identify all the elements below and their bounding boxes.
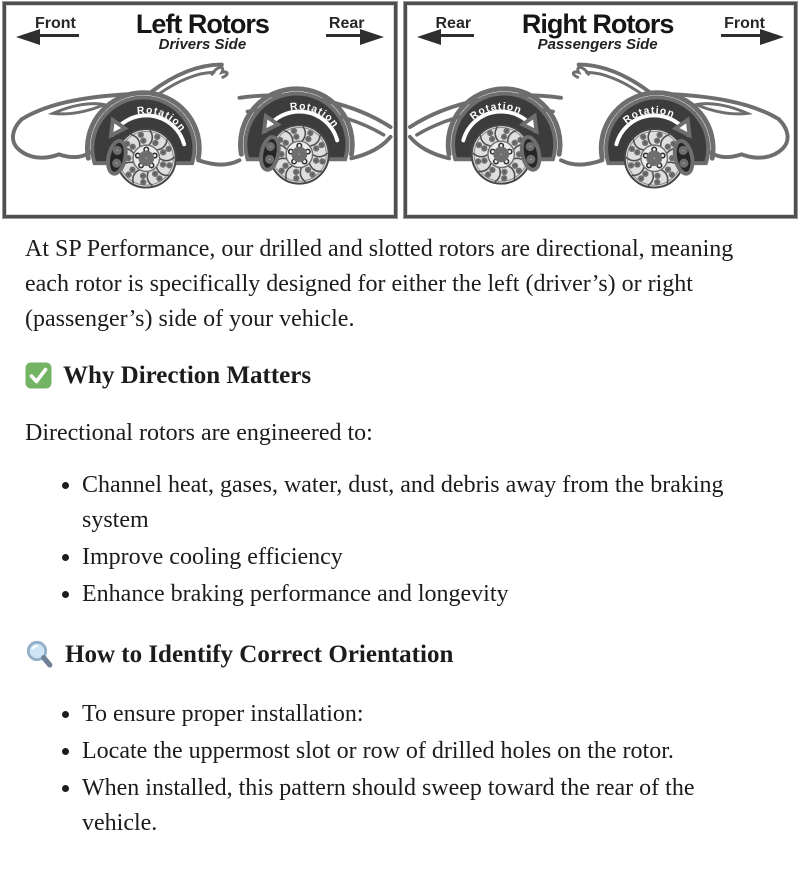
rear-direction-label xyxy=(417,12,475,37)
list-item: • When installed, this pattern should sweep toward the rear of the vehicle. xyxy=(82,771,770,841)
orientation-list xyxy=(25,697,770,841)
rear-label: Rear xyxy=(326,15,368,37)
front-label: Front xyxy=(32,15,79,37)
right-panel-title-wrap xyxy=(474,9,721,53)
intro-paragraph: At SP Performance, our drilled and slotted rotors are directional, meaning each rotor is specifically designed for either the left (driver’s) or right (passenger’s) side of your vehicle. xyxy=(25,236,734,332)
right-panel-header xyxy=(407,5,795,53)
panel-title: Right Rotors xyxy=(521,9,674,39)
rear-label: Rear xyxy=(433,15,475,37)
rotor-direction-diagram xyxy=(0,0,800,220)
rotation-label-rear: Rotation xyxy=(467,101,523,123)
rear-direction-label xyxy=(326,12,384,37)
rotation-label-front: Rotation xyxy=(620,105,676,127)
rotation-label-front: Rotation xyxy=(136,105,188,135)
article-body xyxy=(0,232,790,873)
benefits-list xyxy=(25,468,770,612)
list-item: • Locate the uppermost slot or row of drilled holes on the rotor. xyxy=(82,734,770,769)
list-item: • Channel heat, gases, water, dust, and debris away from the braking system xyxy=(82,468,770,538)
left-rotors-panel xyxy=(3,2,397,218)
check-mark-icon xyxy=(25,362,52,389)
left-car-illustration xyxy=(6,47,394,211)
list-item: • Enhance braking performance and longevity xyxy=(82,577,770,612)
heading-text: Why Direction Matters xyxy=(63,362,312,389)
left-panel-title-wrap xyxy=(79,9,326,53)
panel-subtitle: Passengers Side xyxy=(537,36,658,53)
rotation-label-rear: Rotation xyxy=(289,101,341,131)
list-item: • Improve cooling efficiency xyxy=(82,540,770,575)
how-to-identify-heading xyxy=(25,637,770,672)
right-car-illustration xyxy=(407,47,795,211)
front-direction-label xyxy=(16,12,79,37)
heading-text: How to Identify Correct Orientation xyxy=(65,641,454,668)
list-item: • To ensure proper installation: xyxy=(82,697,770,732)
left-panel-header xyxy=(6,5,394,53)
panel-title: Left Rotors xyxy=(135,9,269,39)
right-arrow-icon xyxy=(760,29,784,45)
right-rotors-panel xyxy=(404,2,798,218)
right-arrow-icon xyxy=(360,29,384,45)
section1-lead: Directional rotors are engineered to: xyxy=(25,420,373,446)
front-label: Front xyxy=(721,15,768,37)
why-direction-matters-heading xyxy=(25,358,770,393)
magnifying-glass-icon xyxy=(25,639,54,670)
front-direction-label xyxy=(721,12,784,37)
panel-subtitle: Drivers Side xyxy=(158,36,247,53)
